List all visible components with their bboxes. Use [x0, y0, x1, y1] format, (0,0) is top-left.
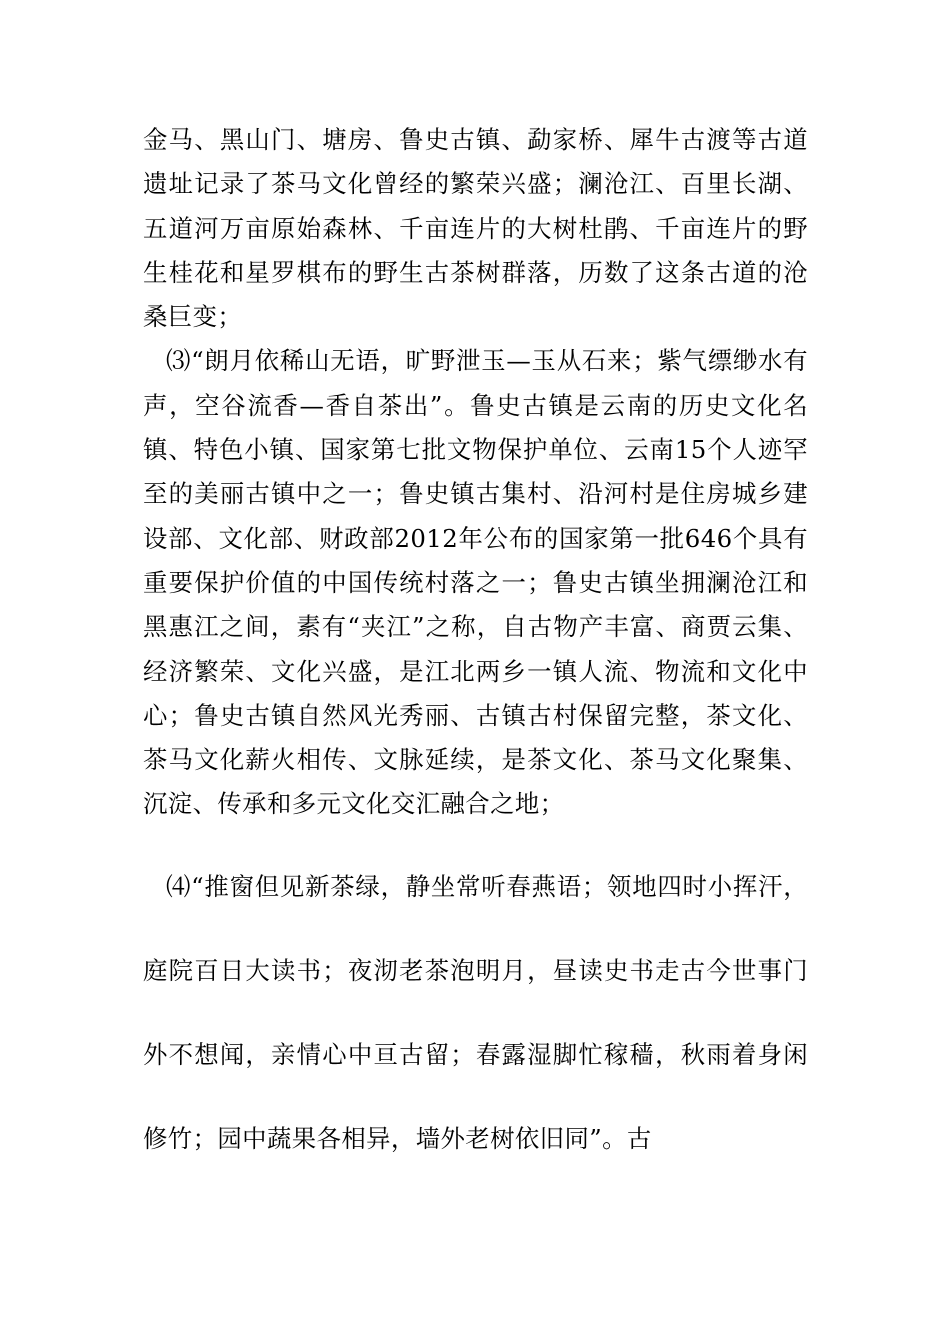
paragraph-lushi-ancient-town: ⑶“朗月依稀山无语，旷野泄玉—玉从石来；紫气缥缈水有声，空谷流香—香自茶出”。鲁史古镇是云南的历史文化名镇、特色小镇、国家第七批文物保护单位、云南15个人迹罕至的美丽古镇中之一；鲁史镇古集村、沿河村是住房城乡建设部、文化部、财政部2012年公布的国家第一批646个具有重要保护价值的中国传统村落之一；鲁史古镇坐拥澜沧江和黑惠江之间，素有“夹江”之称，自古物产丰富、商贾云集、经济繁荣、文化兴盛，是江北两乡一镇人流、物流和文化中心；鲁史古镇自然风光秀丽、古镇古村保留完整，茶文化、茶马文化薪火相传、文脉延续，是茶文化、茶马文化聚集、沉淀、传承和多元文化交汇融合之地；: [143, 346, 808, 819]
paragraph-tea-horse-road-sites: 金马、黑山门、塘房、鲁史古镇、勐家桥、犀牛古渡等古道遗址记录了茶马文化曾经的繁荣兴盛；澜沧江、百里长湖、五道河万亩原始森林、千亩连片的大树杜鹃、千亩连片的野生桂花和星罗棋布的野生古茶树群落，历数了这条古道的沧桑巨变；: [143, 125, 808, 332]
document-page: [143, 118, 808, 1181]
paragraph-poem-couplets: ⑷“推窗但见新茶绿，静坐常听春燕语；领地四时小挥汗，庭院百日大读书；夜沏老茶泡明月，昼读史书走古今世事门外不想闻，亲情心中亘古留；春露湿脚忙稼穑，秋雨着身闲修竹；园中蔬果各相异，墙外老树依旧同”。古: [143, 871, 808, 1153]
